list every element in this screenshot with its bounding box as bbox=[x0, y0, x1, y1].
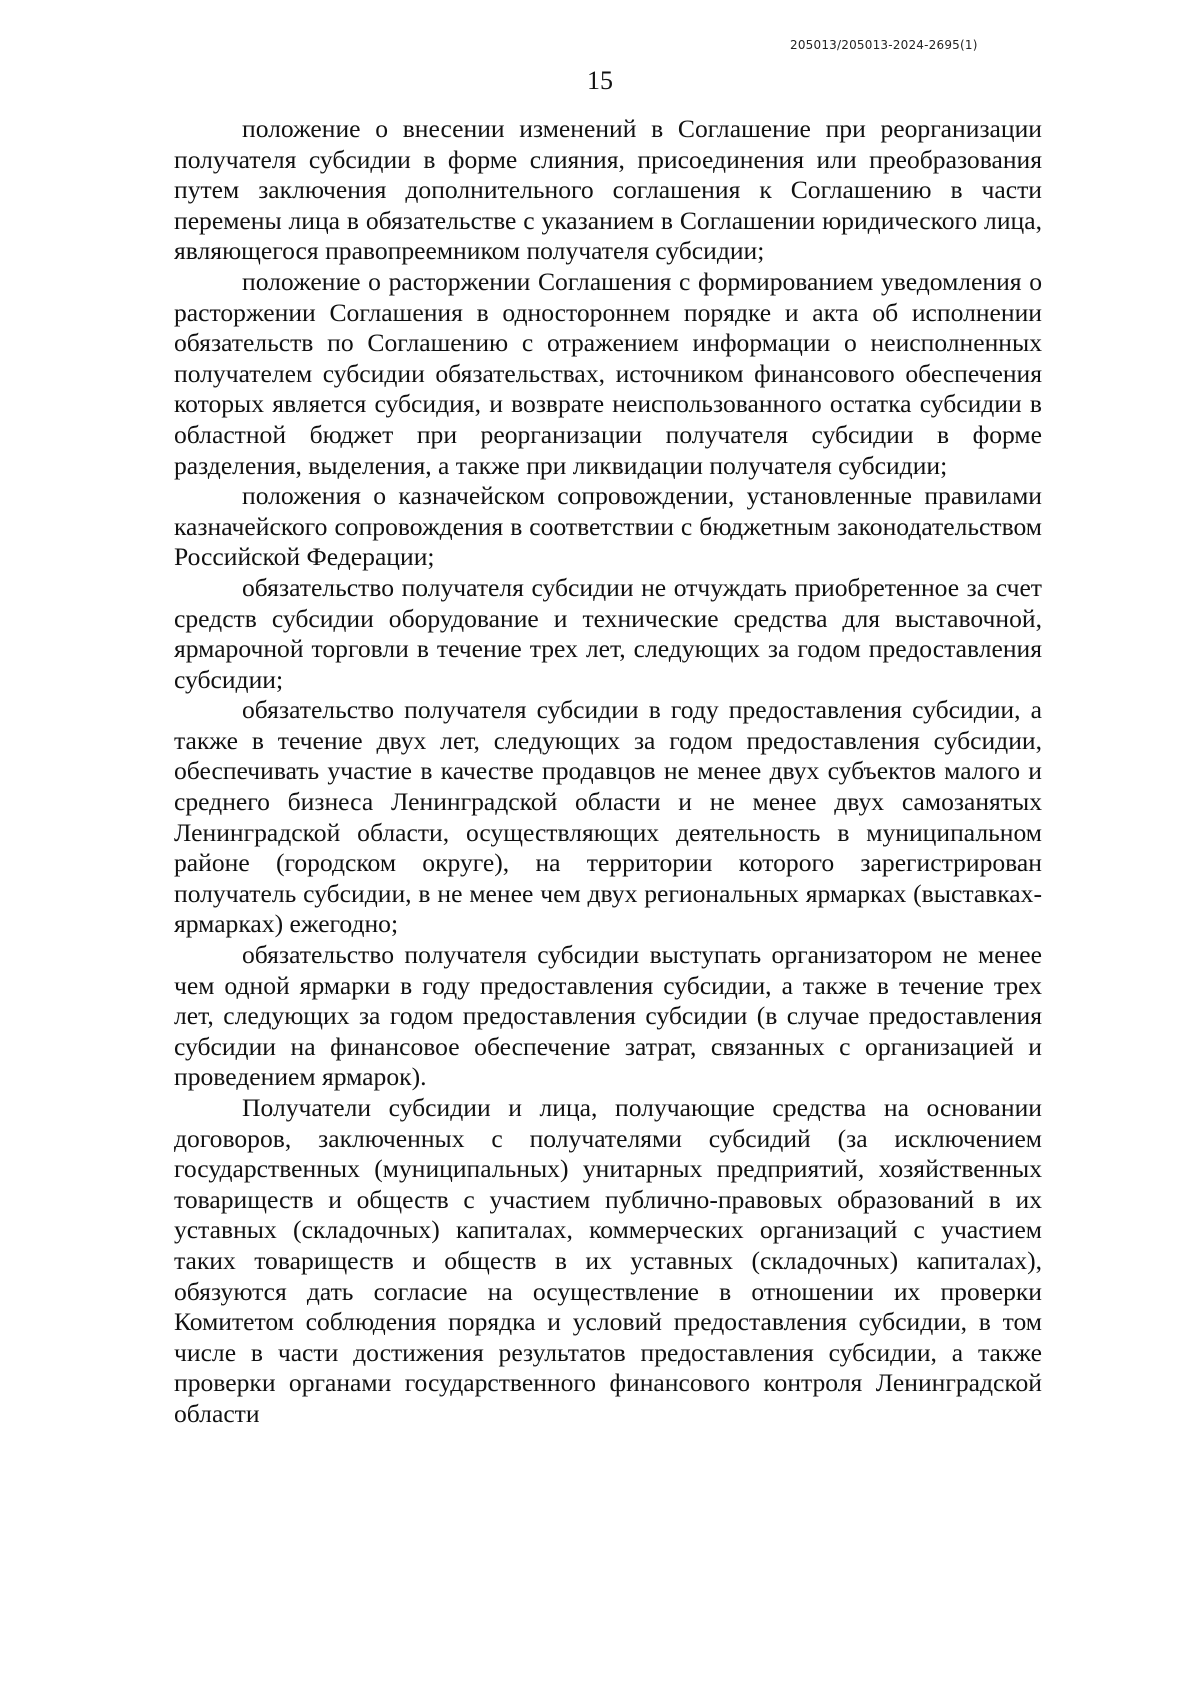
document-id: 205013/205013-2024-2695(1) bbox=[790, 38, 978, 52]
paragraph-termination: положение о расторжении Соглашения с формированием уведомления о расторжении Соглашения в одностороннем порядке и акта об исполнении обязательств по Соглашению с отражением информации о неисполненных получателем субсидии обязательствах, источником финансового обеспечения которых является субсидия, и возврате неиспользованного остатка субсидии в областной бюджет при реорганизации получателя субсидии в форме разделения, выделения, а также при ликвидации получателя субсидии; bbox=[174, 266, 1042, 480]
paragraph-organizer-obligation: обязательство получателя субсидии выступать организатором не менее чем одной ярмарки в году предоставления субсидии, а также в течение трех лет, следующих за годом предоставления субсидии (в случае предоставления субсидии на финансовое обеспечение затрат, связанных с организацией и проведением ярмарок). bbox=[174, 940, 1042, 1092]
page-number: 15 bbox=[587, 66, 613, 95]
paragraph-equipment-obligation: обязательство получателя субсидии не отчуждать приобретенное за счет средств субсидии оборудование и технические средства для выставочной, ярмарочной торговли в течение трех лет, следующих за годом предоставления субсидии; bbox=[174, 572, 1042, 694]
paragraph-participation-obligation: обязательство получателя субсидии в году предоставления субсидии, а также в течение двух лет, следующих за годом предоставления субсидии, обеспечивать участие в качестве продавцов не менее двух субъектов малого и среднего бизнеса Ленинградской области и не менее двух самозанятых Ленинградской области, осуществляющих деятельность в муниципальном районе (городском округе), на территории которого зарегистрирован получатель субсидии, в не менее чем двух региональных ярмарках (выставках-ярмарках) ежегодно; bbox=[174, 695, 1042, 939]
paragraph-treasury-support: положения о казначейском сопровождении, установленные правилами казначейского сопровождения в соответствии с бюджетным законодательством Российской Федерации; bbox=[174, 481, 1042, 572]
paragraph-amendment-reorganization: положение о внесении изменений в Соглашение при реорганизации получателя субсидии в форме слияния, присоединения или преобразования путем заключения дополнительного соглашения к Соглашению в части перемены лица в обязательстве с указанием в Соглашении юридического лица, являющегося правопреемником получателя субсидии; bbox=[174, 114, 1042, 266]
paragraph-audit-consent: Получатели субсидии и лица, получающие средства на основании договоров, заключенных с получателями субсидий (за исключением государственных (муниципальных) унитарных предприятий, хозяйственных товариществ и обществ с участием публично-правовых образований в их уставных (складочных) капиталах, коммерческих организаций с участием таких товариществ и обществ в их уставных (складочных) капиталах), обязуются дать согласие на осуществление в отношении их проверки Комитетом соблюдения порядка и условий предоставления субсидии, в том числе в части достижения результатов предоставления субсидии, а также проверки органами государственного финансового контроля Ленинградской области bbox=[174, 1093, 1042, 1428]
document-body bbox=[174, 114, 1042, 1430]
